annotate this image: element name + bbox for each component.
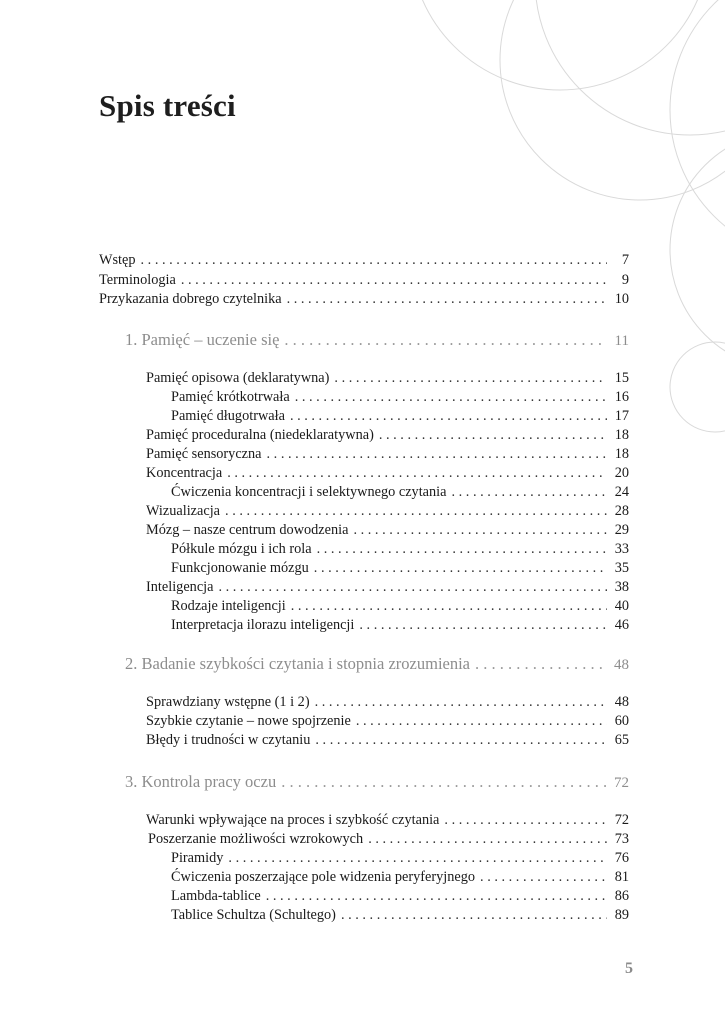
- toc-entry-page: 24: [614, 484, 629, 500]
- toc-entry[interactable]: [171, 848, 629, 868]
- toc-chapter-2[interactable]: [125, 652, 629, 676]
- toc-entry-title: Warunki wpływające na proces i szybkość czytania: [146, 812, 440, 828]
- dot-leader: [213, 577, 607, 597]
- toc-chapter-title: 3. Kontrola pracy oczu: [125, 772, 277, 791]
- dot-leader: [447, 482, 608, 502]
- toc-entry-title: Interpretacja ilorazu inteligencji: [171, 617, 355, 633]
- toc-entry-przykazania[interactable]: [99, 289, 629, 309]
- toc-entry-page: 20: [614, 465, 629, 481]
- toc-chapter-page: 11: [614, 333, 629, 349]
- toc-entry-page: 46: [614, 617, 629, 633]
- toc-entry[interactable]: [148, 829, 629, 849]
- toc-entry-title: Pamięć opisowa (deklaratywna): [146, 370, 330, 386]
- toc-entry-page: 28: [614, 503, 629, 519]
- toc-entry[interactable]: [171, 596, 629, 616]
- toc-entry-title: Pamięć długotrwała: [171, 408, 285, 424]
- toc-entry[interactable]: [146, 730, 629, 750]
- page-number: 5: [625, 960, 633, 977]
- dot-leader: [279, 328, 607, 352]
- dot-leader: [262, 444, 607, 464]
- dot-leader: [285, 406, 607, 426]
- dot-leader: [374, 425, 607, 445]
- dot-leader: [290, 387, 607, 407]
- toc-entry-title: Pamięć sensoryczna: [146, 446, 262, 462]
- toc-entry[interactable]: [146, 692, 629, 712]
- dot-leader: [286, 596, 607, 616]
- toc-entry-page: 7: [621, 252, 629, 268]
- toc-entry-page: 29: [614, 522, 629, 538]
- toc-entry-page: 17: [614, 408, 629, 424]
- dot-leader: [310, 692, 607, 712]
- toc-entry-page: 89: [614, 907, 629, 923]
- toc-entry-page: 18: [614, 446, 629, 462]
- toc-entry-title: Terminologia: [99, 272, 176, 288]
- dot-leader: [176, 270, 607, 290]
- toc-entry[interactable]: [171, 387, 629, 407]
- toc-entry-page: 35: [614, 560, 629, 576]
- toc-entry[interactable]: [171, 406, 629, 426]
- dot-leader: [351, 711, 607, 731]
- page-title: Spis treści: [99, 88, 236, 123]
- toc-chapter-1[interactable]: [125, 328, 629, 352]
- toc-entry-page: 72: [614, 812, 629, 828]
- toc-entry[interactable]: [171, 615, 629, 635]
- toc-entry[interactable]: [146, 444, 629, 464]
- toc-entry-title: Pamięć krótkotrwała: [171, 389, 290, 405]
- dot-leader: [336, 905, 607, 925]
- dot-leader: [309, 558, 607, 578]
- toc-entry-page: 65: [614, 732, 629, 748]
- toc-entry-title: Pamięć proceduralna (niedeklaratywna): [146, 427, 374, 443]
- toc-entry-page: 10: [614, 291, 629, 307]
- toc-entry-title: Półkule mózgu i ich rola: [171, 541, 312, 557]
- toc-entry-page: 73: [614, 831, 629, 847]
- toc-chapter-title: 2. Badanie szybkości czytania i stopnia zrozumienia: [125, 654, 471, 673]
- toc-entry-page: 15: [614, 370, 629, 386]
- dot-leader: [329, 368, 607, 388]
- toc-entry-page: 40: [614, 598, 629, 614]
- toc-chapter-title: 1. Pamięć – uczenie się: [125, 330, 280, 349]
- dot-leader: [276, 770, 607, 794]
- dot-leader: [261, 886, 607, 906]
- toc-entry-page: 18: [614, 427, 629, 443]
- dot-leader: [223, 848, 607, 868]
- dot-leader: [136, 250, 607, 270]
- dot-leader: [348, 520, 607, 540]
- toc-entry[interactable]: [171, 886, 629, 906]
- toc-entry-page: 81: [614, 869, 629, 885]
- toc-entry-title: Wizualizacja: [146, 503, 221, 519]
- toc-entry-title: Rodzaje inteligencji: [171, 598, 286, 614]
- toc-chapter-page: 48: [614, 657, 629, 673]
- toc-chapter-page: 72: [614, 775, 629, 791]
- toc-chapter-3[interactable]: [125, 770, 629, 794]
- toc-entry-title: Ćwiczenia poszerzające pole widzenia peryferyjnego: [171, 869, 476, 885]
- toc-entry[interactable]: [146, 425, 629, 445]
- toc-entry[interactable]: [146, 810, 629, 830]
- toc-entry-title: Lambda-tablice: [171, 888, 261, 904]
- toc-entry-title: Poszerzanie możliwości wzrokowych: [148, 831, 364, 847]
- toc-entry-title: Ćwiczenia koncentracji i selektywnego czytania: [171, 484, 447, 500]
- toc-entry-page: 60: [614, 713, 629, 729]
- toc-entry-terminologia[interactable]: [99, 270, 629, 290]
- toc-entry-title: Funkcjonowanie mózgu: [171, 560, 309, 576]
- toc-entry-title: Piramidy: [171, 850, 224, 866]
- toc-entry[interactable]: [171, 905, 629, 925]
- toc-entry-title: Tablice Schultza (Schultego): [171, 907, 336, 923]
- dot-leader: [354, 615, 607, 635]
- toc-entry[interactable]: [171, 539, 629, 559]
- dot-leader: [470, 652, 607, 676]
- toc-entry-title: Wstęp: [99, 252, 136, 268]
- toc-entry-title: Koncentracja: [146, 465, 223, 481]
- dot-leader: [475, 867, 607, 887]
- dot-leader: [220, 501, 607, 521]
- toc-entry-page: 86: [614, 888, 629, 904]
- toc-entry-page: 16: [614, 389, 629, 405]
- toc-entry-page: 9: [621, 272, 629, 288]
- toc-entry[interactable]: [146, 520, 629, 540]
- dot-leader: [363, 829, 607, 849]
- toc-entry-page: 33: [614, 541, 629, 557]
- toc-entry-page: 48: [614, 694, 629, 710]
- toc-entry-title: Przykazania dobrego czytelnika: [99, 291, 282, 307]
- toc-entry[interactable]: [146, 501, 629, 521]
- toc-entry-page: 76: [614, 850, 629, 866]
- toc-entry[interactable]: [146, 368, 629, 388]
- dot-leader: [310, 730, 607, 750]
- toc-entry[interactable]: [146, 463, 629, 483]
- dot-leader: [312, 539, 607, 559]
- toc-entry[interactable]: [171, 867, 629, 887]
- dot-leader: [439, 810, 607, 830]
- toc-entry-page: 38: [614, 579, 629, 595]
- dot-leader: [282, 289, 607, 309]
- toc-entry[interactable]: [171, 482, 629, 502]
- toc-entry-title: Szybkie czytanie – nowe spojrzenie: [146, 713, 351, 729]
- toc-entry-title: Sprawdziany wstępne (1 i 2): [146, 694, 310, 710]
- toc-entry-title: Błędy i trudności w czytaniu: [146, 732, 311, 748]
- toc-entry[interactable]: [171, 558, 629, 578]
- dot-leader: [222, 463, 607, 483]
- toc-entry-title: Mózg – nasze centrum dowodzenia: [146, 522, 349, 538]
- toc-entry-wstep[interactable]: [99, 250, 629, 270]
- toc-entry[interactable]: [146, 577, 629, 597]
- toc-entry[interactable]: [146, 711, 629, 731]
- toc-entry-title: Inteligencja: [146, 579, 214, 595]
